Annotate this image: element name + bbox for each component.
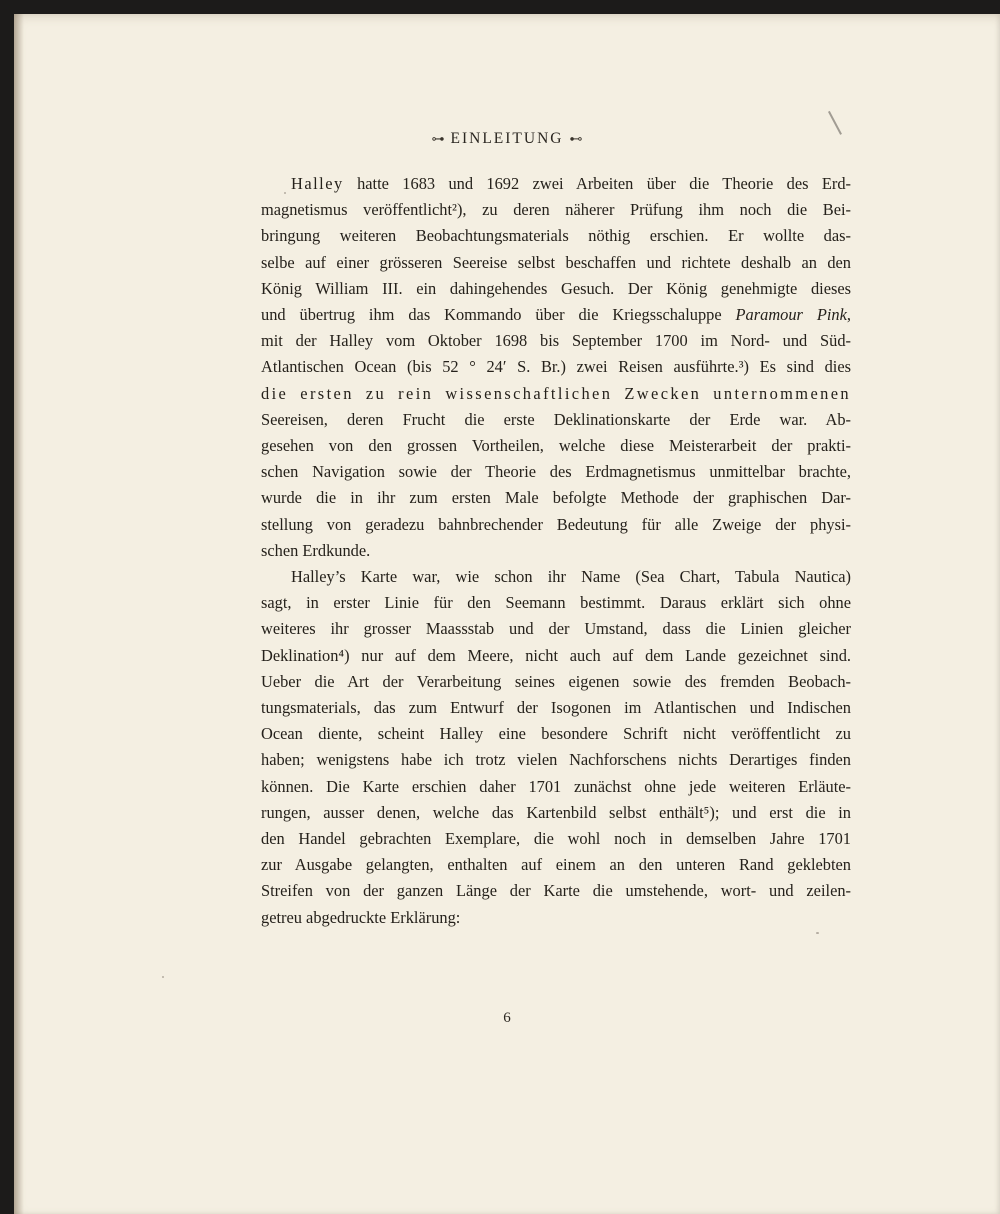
text-line: Seereisen, deren Frucht die erste Deklinationskarte der Erde war. Ab- — [261, 409, 851, 429]
chapter-title: EINLEITUNG — [450, 130, 564, 147]
speaker-name: Halley — [291, 174, 344, 193]
ship-name: Paramour Pink — [735, 305, 847, 325]
text-line: schen Erdkunde. — [261, 540, 371, 560]
text-line: schen Navigation sowie der Theorie des Erdmagnetismus unmittelbar brachte, — [261, 462, 851, 482]
text-line: Atlantischen Ocean (bis 52 ° 24′ S. Br.) zwei Reisen ausführte.³) Es sind dies — [261, 357, 851, 377]
text-line: rungen, ausser denen, welche das Kartenbild selbst enthält⁵); und erst die in — [261, 802, 851, 822]
text-line: zur Ausgabe gelangten, enthalten auf einem an den unteren Rand geklebten — [261, 855, 851, 875]
text-line: tungsmaterials, das zum Entwurf der Isogonen im Atlantischen und Indischen — [261, 698, 851, 718]
text-line: getreu abgedruckte Erklärung: — [261, 907, 461, 927]
page-number: 6 — [503, 1010, 511, 1026]
text-line: Halley’s Karte war, wie schon ihr Name (Sea Chart, Tabula Nautica) — [291, 567, 851, 587]
text-line: und übertrug ihm das Kommando über die Kriegsschaluppe Paramour Pink, — [261, 305, 851, 325]
text-line: bringung weiteren Beobachtungsmaterials nöthig erschien. Er wollte das- — [261, 226, 851, 246]
text-line: Deklination⁴) nur auf dem Meere, nicht auch auf dem Lande gezeichnet sind. — [261, 645, 851, 665]
text-line: können. Die Karte erschien daher 1701 zunächst ohne jede weiteren Erläute- — [261, 776, 851, 796]
paper-speck — [162, 976, 164, 978]
text-line: stellung von geradezu bahnbrechender Bedeutung für alle Zweige der physi- — [261, 514, 851, 534]
text-line: sagt, in erster Linie für den Seemann bestimmt. Daraus erklärt sich ohne — [261, 593, 851, 613]
paragraph-1 — [261, 171, 851, 564]
paper-speck — [816, 932, 819, 934]
text-line: selbe auf einer grösseren Seereise selbst beschaffen und richtete deshalb an den — [261, 252, 851, 272]
paragraph-2 — [261, 564, 851, 931]
text-line: Streifen von der ganzen Länge der Karte die umstehende, wort- und zeilen- — [261, 881, 851, 901]
text-line: weiteres ihr grosser Maassstab und der Umstand, dass die Linien gleicher — [261, 619, 851, 639]
body-text — [261, 171, 851, 931]
text-line: gesehen von den grossen Vortheilen, welche diese Meisterarbeit der prakti- — [261, 436, 851, 456]
binding-shadow — [14, 14, 24, 1214]
chapter-heading — [14, 130, 1000, 148]
text-line: Ocean diente, scheint Halley eine besondere Schrift nicht veröffentlicht zu — [261, 724, 851, 744]
text-line: Ueber die Art der Verarbeitung seines eigenen sowie des fremden Beobach- — [261, 671, 851, 691]
ornament-left-icon: ⊶ — [431, 131, 445, 146]
text-line: den Handel gebrachten Exemplare, die wohl noch in demselben Jahre 1701 — [261, 829, 851, 849]
text-line: mit der Halley vom Oktober 1698 bis September 1700 im Nord- und Süd- — [261, 331, 851, 351]
book-page — [14, 14, 1000, 1214]
paper-speck — [284, 192, 286, 194]
text-line: die ersten zu rein wissenschaftlichen Zwecken unternommenen — [261, 383, 851, 403]
text-line: magnetismus veröffentlicht²), zu deren näherer Prüfung ihm noch die Bei- — [261, 200, 851, 220]
text-line: Halley hatte 1683 und 1692 zwei Arbeiten über die Theorie des Erd- — [291, 174, 851, 193]
text-line: König William III. ein dahingehendes Gesuch. Der König genehmigte dieses — [261, 278, 851, 298]
text-line: haben; wenigstens habe ich trotz vielen Nachforschens nichts Derartiges finden — [261, 750, 851, 770]
ornament-right-icon: ⊷ — [569, 131, 583, 146]
text-line: wurde die in ihr zum ersten Male befolgte Methode der graphischen Dar- — [261, 488, 851, 508]
